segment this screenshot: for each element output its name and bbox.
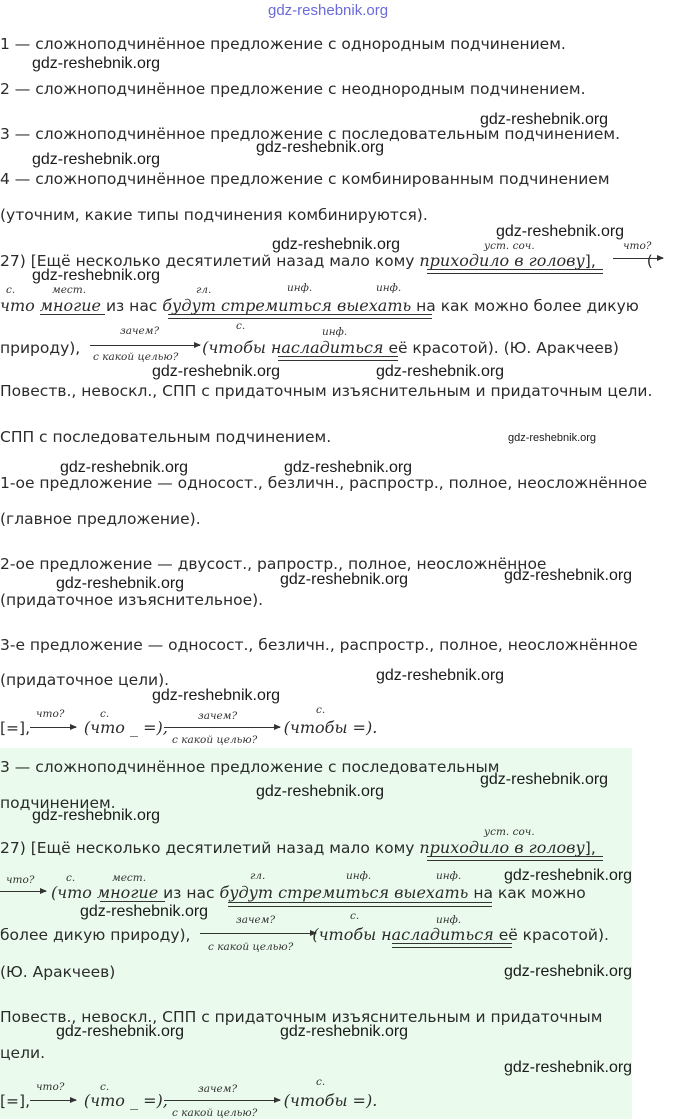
sentence-text: 27) [Ещё несколько десятилетий назад мало кому <box>0 252 415 270</box>
annotation-subject: с. <box>316 1076 326 1088</box>
watermark: gdz-reshebnik.org <box>32 151 161 168</box>
watermark: gdz-reshebnik.org <box>32 267 161 284</box>
annotation-question: с какой целью? <box>93 351 179 363</box>
text-line: (придаточное изъяснительное). <box>0 591 264 609</box>
bracket: ], <box>584 252 596 270</box>
sentence-text: на как можно <box>473 884 586 902</box>
text-line: (придаточное цели). <box>0 671 170 689</box>
predicate-underline <box>228 902 492 907</box>
predicate-phrase: насладиться <box>270 338 384 357</box>
watermark: gdz-reshebnik.org <box>504 963 633 980</box>
sentence-text: природу), <box>0 339 81 357</box>
annotation-question: с какой целью? <box>208 941 294 953</box>
connection-arrow <box>0 891 46 892</box>
scheme-part: (что _ =), <box>83 718 168 737</box>
watermark: gdz-reshebnik.org <box>480 111 609 128</box>
conjunction-word: что <box>0 296 35 315</box>
watermark: gdz-reshebnik.org <box>280 1023 409 1040</box>
connection-arrow <box>164 1100 280 1101</box>
subject-underline <box>100 901 165 902</box>
predicate-underline <box>278 356 398 361</box>
text-line: 1 — сложноподчинённое предложение с однородным подчинением. <box>0 35 566 53</box>
watermark: gdz-reshebnik.org <box>152 363 281 380</box>
text-line: 4 — сложноподчинённое предложение с комбинированным подчинением <box>0 170 610 188</box>
sentence-line <box>0 925 609 945</box>
annotation-question: зачем? <box>198 710 238 722</box>
annotation-subject: с. <box>100 708 110 720</box>
annotation-verb: гл. <box>250 870 266 882</box>
conjunction-word: (чтобы <box>312 925 377 944</box>
predicate-phrase: приходило в голову <box>419 251 585 270</box>
conjunction-word: (чтобы <box>202 338 266 357</box>
scheme-part: [=], <box>0 719 31 737</box>
predicate-underline <box>427 269 603 274</box>
watermark: gdz-reshebnik.org <box>280 571 409 588</box>
annotation-question: зачем? <box>198 1083 238 1095</box>
text-line: подчинением. <box>0 794 116 812</box>
annotation-question: зачем? <box>236 914 276 926</box>
text-line: 3 — сложноподчинённое предложение с последовательным подчинением. <box>0 125 621 143</box>
watermark: gdz-reshebnik.org <box>376 667 505 684</box>
text-line: Повеств., невоскл., СПП с придаточным изъяснительным и придаточным <box>0 1008 603 1026</box>
annotation-infinitive: инф. <box>322 326 348 338</box>
text-line: (уточним, какие типы подчинения комбинируются). <box>0 206 428 224</box>
annotation-ust-soch: уст. соч. <box>484 826 535 838</box>
watermark: gdz-reshebnik.org <box>376 363 505 380</box>
watermark: gdz-reshebnik.org <box>508 432 597 444</box>
watermark: gdz-reshebnik.org <box>152 687 281 704</box>
subject-word: многие <box>96 883 159 902</box>
watermark: gdz-reshebnik.org <box>256 139 385 156</box>
annotation-subject: с. <box>350 910 360 922</box>
paren: ( <box>646 252 653 270</box>
watermark: gdz-reshebnik.org <box>272 236 401 253</box>
sentence-text: из нас <box>163 884 215 902</box>
sentence-text: из нас <box>105 297 158 315</box>
watermark: gdz-reshebnik.org <box>480 771 609 788</box>
text-line: 2-ое предложение — двусост., рапростр., полное, неосложнённое <box>0 555 547 573</box>
annotation-infinitive: инф. <box>436 914 462 926</box>
scheme-part: (что _ =), <box>83 1091 168 1110</box>
connection-arrow <box>613 258 663 259</box>
annotation-infinitive: инф. <box>346 870 372 882</box>
watermark: gdz-reshebnik.org <box>32 807 161 824</box>
bracket: ], <box>584 839 596 857</box>
watermark: gdz-reshebnik.org <box>504 567 633 584</box>
watermark: gdz-reshebnik.org <box>504 1059 633 1076</box>
annotation-question: что? <box>36 708 65 720</box>
text-line: цели. <box>0 1044 45 1062</box>
watermark: gdz-reshebnik.org <box>56 1023 185 1040</box>
watermark: gdz-reshebnik.org <box>60 459 189 476</box>
sentence-text: её красотой). <box>498 926 609 944</box>
subject-word: многие <box>39 296 101 315</box>
annotation-infinitive: инф. <box>287 282 313 294</box>
annotation-question: что? <box>623 240 652 252</box>
scheme-part: (чтобы =). <box>283 718 378 737</box>
predicate-underline <box>427 856 603 861</box>
annotation-subject: с. <box>100 1081 110 1093</box>
watermark: gdz-reshebnik.org <box>80 903 209 920</box>
predicate-phrase: насладиться <box>381 925 494 944</box>
connection-arrow <box>90 345 200 346</box>
annotation-infinitive: инф. <box>436 870 462 882</box>
annotation-verb: гл. <box>196 284 212 296</box>
annotation-question: что? <box>6 874 35 886</box>
annotation-pronoun: мест. <box>52 284 87 296</box>
predicate-underline <box>168 314 432 319</box>
annotation-question: что? <box>36 1081 65 1093</box>
annotation-ust-soch: уст. соч. <box>484 240 535 252</box>
predicate-phrase: будут стремиться выехать <box>162 296 412 315</box>
connection-arrow <box>30 727 76 728</box>
connection-arrow <box>200 933 316 934</box>
text-line: 3 — сложноподчинённое предложение с последовательным <box>0 758 500 776</box>
annotation-question: с какой целью? <box>172 734 258 746</box>
watermark: gdz-reshebnik.org <box>496 223 625 240</box>
annotation-subject: с. <box>6 284 16 296</box>
watermark-top: gdz-reshebnik.org <box>268 2 389 19</box>
watermark: gdz-reshebnik.org <box>256 783 385 800</box>
scheme-part: [=], <box>0 1092 31 1110</box>
predicate-underline <box>392 943 512 948</box>
sentence-text: более дикую природу), <box>0 926 191 944</box>
subject-underline <box>40 314 105 315</box>
conjunction-word: (что <box>50 883 92 902</box>
text-line: 2 — сложноподчинённое предложение с неоднородным подчинением. <box>0 80 586 98</box>
connection-arrow <box>30 1100 76 1101</box>
sentence-text: на как можно более дикую <box>416 297 639 315</box>
watermark: gdz-reshebnik.org <box>284 459 413 476</box>
text-line: 3-е предложение — односост., безличн., распростр., полное, неосложнённое <box>0 636 638 654</box>
text-line: СПП с последовательным подчинением. <box>0 428 332 446</box>
predicate-phrase: приходило в голову <box>419 838 585 857</box>
watermark: gdz-reshebnik.org <box>56 575 185 592</box>
sentence-line <box>0 883 586 903</box>
annotation-question: с какой целью? <box>172 1107 258 1119</box>
annotation-subject: с. <box>236 320 246 332</box>
annotation-pronoun: мест. <box>112 872 147 884</box>
annotation-subject: с. <box>316 704 326 716</box>
sentence-line <box>0 838 596 858</box>
annotation-infinitive: инф. <box>376 282 402 294</box>
annotation-subject: с. <box>66 872 76 884</box>
connection-arrow <box>164 727 280 728</box>
predicate-phrase: будут стремиться выехать <box>219 883 469 902</box>
watermark: gdz-reshebnik.org <box>504 867 633 884</box>
watermark: gdz-reshebnik.org <box>32 55 161 72</box>
sentence-text: 27) [Ещё несколько десятилетий назад мало кому <box>0 839 415 857</box>
text-line: 1-ое предложение — односост., безличн., распростр., полное, неосложнённое <box>0 474 648 492</box>
scheme-part: (чтобы =). <box>283 1091 378 1110</box>
annotation-question: зачем? <box>120 325 160 337</box>
sentence-text: её красотой). (Ю. Аракчеев) <box>388 339 619 357</box>
text-line: (главное предложение). <box>0 510 201 528</box>
text-line: (Ю. Аракчеев) <box>0 963 116 981</box>
text-line: Повеств., невоскл., СПП с придаточным изъяснительным и придаточным цели. <box>0 382 653 400</box>
sentence-line <box>0 296 639 316</box>
